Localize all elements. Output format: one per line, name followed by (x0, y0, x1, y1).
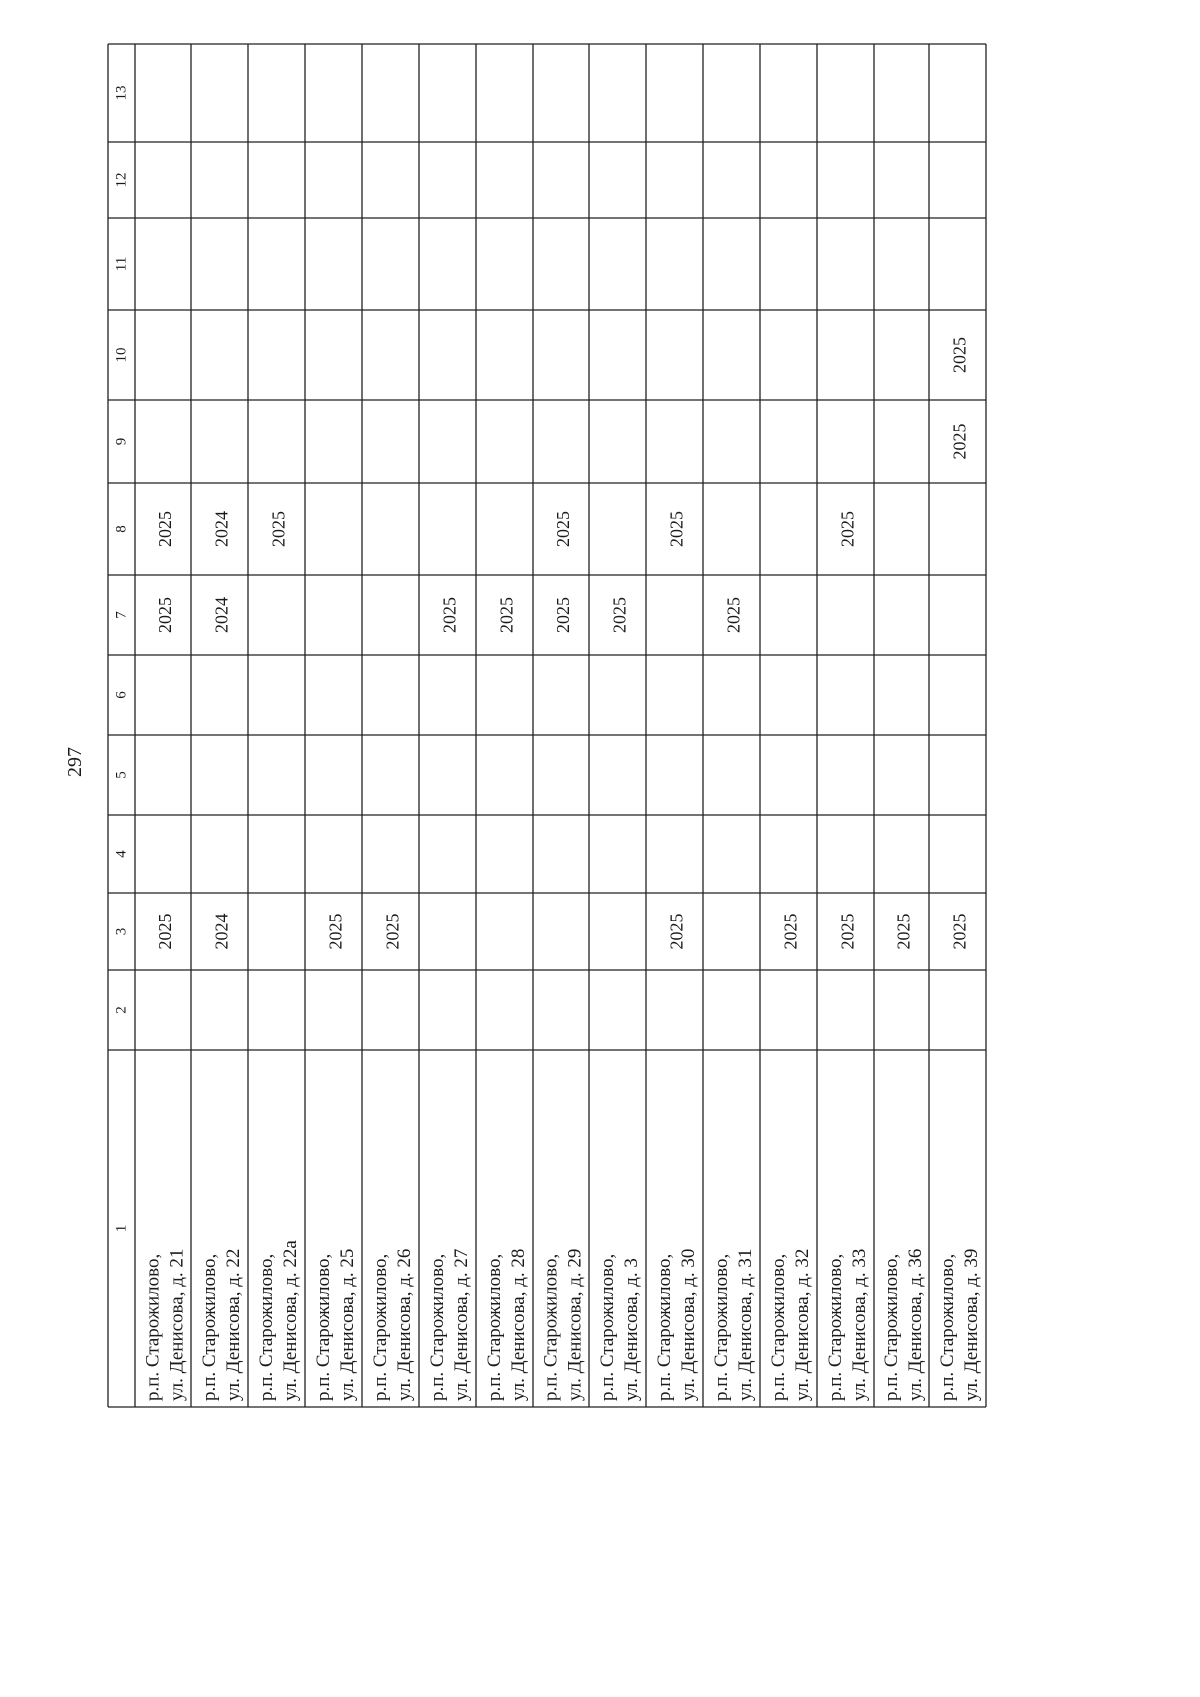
address-line1: р.п. Старожилово, (768, 1253, 789, 1401)
year-cell: 2025 (723, 597, 744, 633)
address-line2: ул. Денисова, д. 30 (678, 1248, 699, 1401)
column-header-3: 3 (113, 927, 130, 936)
address-line2: ул. Денисова, д. 32 (792, 1248, 813, 1401)
page-number: 297 (63, 747, 86, 777)
column-header-10: 10 (113, 347, 130, 363)
year-cell: 2024 (211, 913, 232, 950)
year-cell: 2025 (553, 597, 573, 633)
year-cell: 2025 (439, 597, 460, 633)
column-header-5: 5 (113, 771, 130, 779)
address-line1: р.п. Старожилово, (199, 1253, 220, 1401)
address-line2: ул. Денисова, д. 3 (621, 1258, 642, 1401)
year-cell: 2025 (949, 337, 970, 373)
address-line1: р.п. Старожилово, (937, 1253, 958, 1401)
year-cell: 2025 (949, 913, 970, 950)
address-line1: р.п. Старожилово, (597, 1253, 618, 1401)
address-line1: р.п. Старожилово, (825, 1253, 846, 1401)
address-line2: ул. Денисова, д. 39 (961, 1248, 982, 1401)
address-line1: р.п. Старожилово, (654, 1253, 675, 1401)
year-cell: 2025 (609, 597, 630, 633)
address-line2: ул. Денисова, д. 28 (508, 1248, 529, 1401)
column-header-4: 4 (113, 850, 130, 858)
address-line2: ул. Денисова, д. 22 (223, 1248, 244, 1401)
address-line1: р.п. Старожилово, (711, 1253, 732, 1401)
address-line1: р.п. Старожилово, (484, 1253, 505, 1401)
address-line1: р.п. Старожилово, (370, 1253, 391, 1401)
address-line1: р.п. Старожилово, (881, 1253, 902, 1401)
year-cell: 2025 (837, 511, 858, 547)
year-cell: 2025 (893, 913, 914, 950)
address-line2: ул. Денисова, д. 33 (849, 1248, 870, 1401)
year-cell: 2025 (382, 913, 403, 950)
column-header-11: 11 (113, 256, 130, 272)
column-header-9: 9 (113, 437, 130, 446)
year-cell: 2025 (949, 423, 970, 460)
address-line2: ул. Денисова, д. 36 (905, 1248, 926, 1401)
address-line1: р.п. Старожилово, (142, 1253, 164, 1401)
year-cell: 2025 (837, 913, 858, 950)
address-line1: р.п. Старожилово, (427, 1253, 448, 1401)
column-header-12: 12 (113, 172, 130, 188)
address-line2: ул. Денисова, д. 27 (451, 1248, 472, 1401)
year-cell: 2024 (211, 597, 232, 633)
year-cell: 2025 (268, 511, 289, 547)
address-line2: ул. Денисова, д. 25 (337, 1248, 358, 1401)
address-line2: ул. Денисова, д. 22а (280, 1240, 301, 1401)
address-line1: р.п. Старожилово, (313, 1253, 334, 1401)
year-cell: 2025 (155, 597, 175, 633)
column-header-8: 8 (113, 525, 130, 533)
year-cell: 2025 (553, 511, 573, 547)
column-header-13: 13 (113, 85, 130, 101)
year-cell: 2025 (325, 913, 346, 950)
address-line1: р.п. Старожилово, (540, 1253, 562, 1401)
year-cell: 2025 (155, 511, 175, 547)
year-cell: 2025 (666, 913, 687, 950)
address-line2: ул. Денисова, д. 29 (564, 1248, 586, 1401)
column-header-1: 1 (113, 1224, 130, 1233)
year-cell: 2024 (211, 511, 232, 547)
address-line2: ул. Денисова, д. 21 (166, 1248, 188, 1401)
year-cell: 2025 (780, 913, 801, 950)
column-header-2: 2 (113, 1006, 130, 1014)
column-header-6: 6 (113, 691, 130, 699)
column-header-7: 7 (113, 611, 130, 619)
year-cell: 2025 (155, 913, 175, 950)
address-line1: р.п. Старожилово, (256, 1253, 277, 1401)
year-cell: 2025 (666, 511, 687, 547)
year-cell: 2025 (496, 597, 517, 633)
address-line2: ул. Денисова, д. 31 (735, 1248, 756, 1401)
address-line2: ул. Денисова, д. 26 (394, 1248, 415, 1401)
